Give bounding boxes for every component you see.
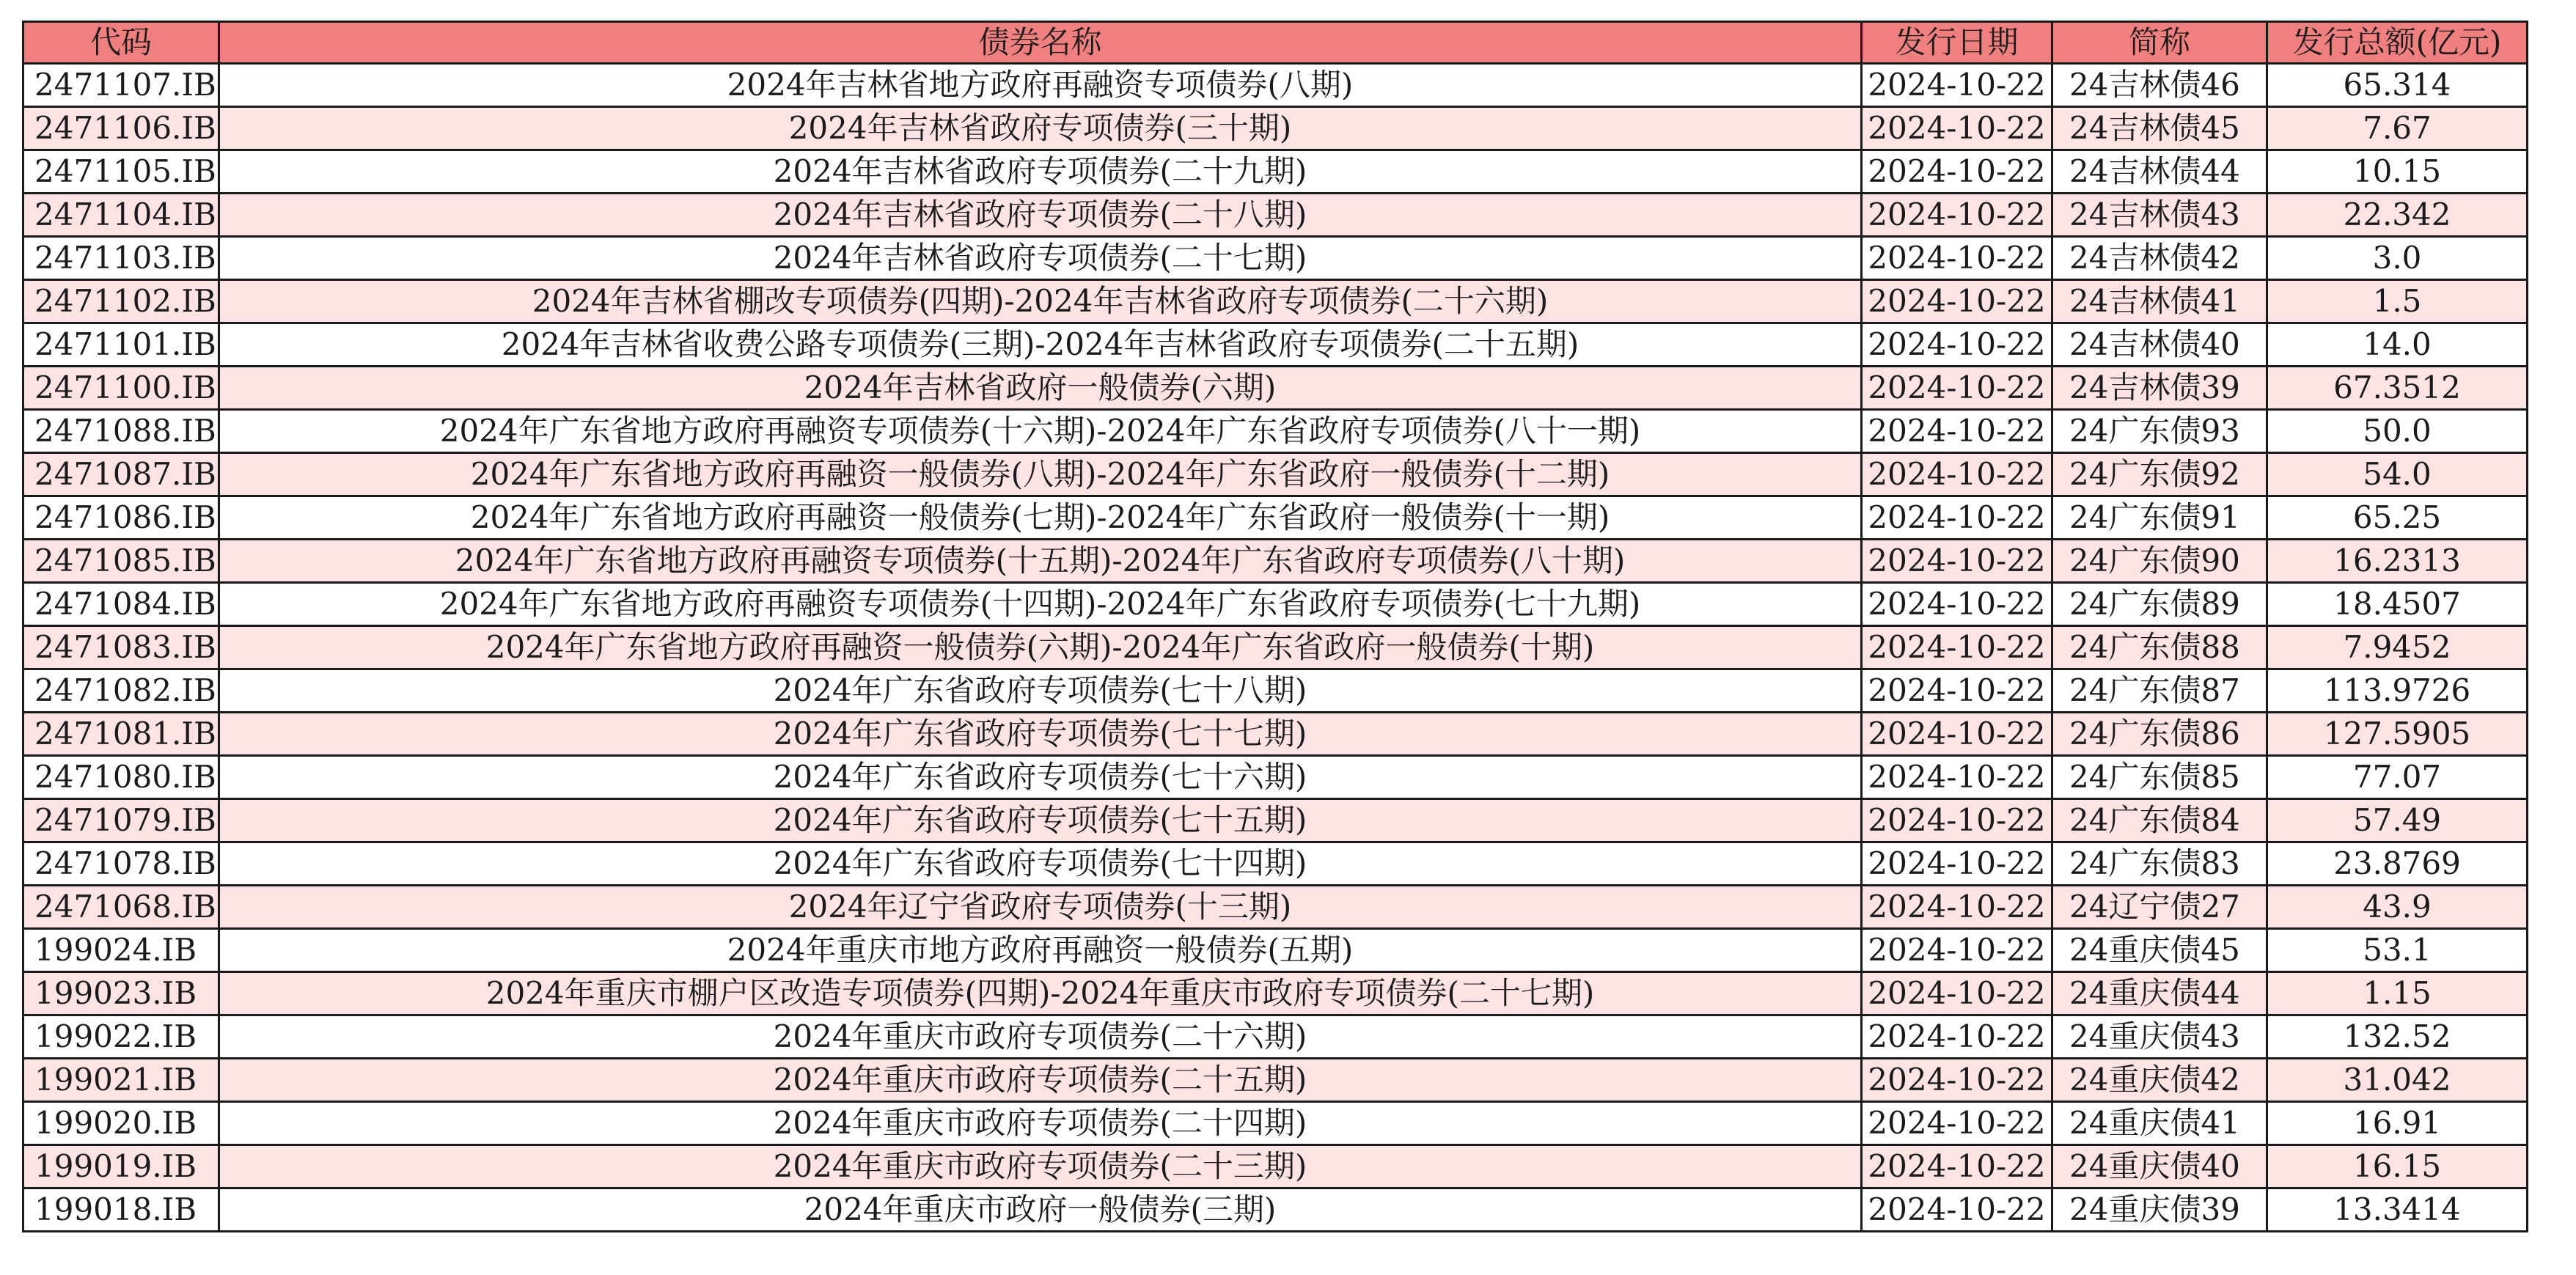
bond-issuance-table: [22, 21, 2528, 1232]
cell-issue-date: 2024-10-22: [1862, 756, 2052, 799]
cell-bond-name: 2024年广东省政府专项债券(七十六期): [219, 756, 1862, 799]
table-row: [23, 367, 2528, 410]
cell-code: 2471087.IB: [23, 453, 219, 496]
cell-issue-amount: 13.3414: [2267, 1188, 2528, 1232]
cell-code: 2471078.IB: [23, 842, 219, 886]
cell-bond-name: 2024年重庆市地方政府再融资一般债券(五期): [219, 929, 1862, 972]
cell-issue-date: 2024-10-22: [1862, 367, 2052, 410]
cell-code: 2471107.IB: [23, 64, 219, 107]
cell-code: 2471102.IB: [23, 280, 219, 323]
cell-issue-date: 2024-10-22: [1862, 972, 2052, 1015]
cell-code: 199021.IB: [23, 1059, 219, 1102]
cell-short-name: 24重庆债45: [2052, 929, 2267, 972]
cell-issue-amount: 67.3512: [2267, 367, 2528, 410]
cell-issue-amount: 77.07: [2267, 756, 2528, 799]
table-row: [23, 756, 2528, 799]
cell-issue-date: 2024-10-22: [1862, 453, 2052, 496]
cell-bond-name: 2024年广东省政府专项债券(七十四期): [219, 842, 1862, 886]
header-amount: 发行总额(亿元): [2267, 22, 2528, 64]
cell-issue-date: 2024-10-22: [1862, 280, 2052, 323]
table-row: [23, 194, 2528, 237]
cell-issue-amount: 18.4507: [2267, 583, 2528, 626]
cell-code: 2471100.IB: [23, 367, 219, 410]
cell-code: 199020.IB: [23, 1102, 219, 1145]
cell-issue-date: 2024-10-22: [1862, 886, 2052, 929]
cell-issue-date: 2024-10-22: [1862, 150, 2052, 194]
cell-bond-name: 2024年广东省地方政府再融资一般债券(七期)-2024年广东省政府一般债券(十一期): [219, 496, 1862, 540]
cell-short-name: 24广东债85: [2052, 756, 2267, 799]
cell-issue-date: 2024-10-22: [1862, 1188, 2052, 1232]
table-row: [23, 1015, 2528, 1059]
cell-issue-amount: 7.9452: [2267, 626, 2528, 669]
cell-issue-amount: 54.0: [2267, 453, 2528, 496]
table-row: [23, 453, 2528, 496]
cell-bond-name: 2024年广东省政府专项债券(七十五期): [219, 799, 1862, 842]
cell-bond-name: 2024年广东省地方政府再融资一般债券(六期)-2024年广东省政府一般债券(十期): [219, 626, 1862, 669]
cell-issue-date: 2024-10-22: [1862, 64, 2052, 107]
cell-bond-name: 2024年重庆市政府一般债券(三期): [219, 1188, 1862, 1232]
cell-issue-amount: 1.5: [2267, 280, 2528, 323]
cell-bond-name: 2024年吉林省地方政府再融资专项债券(八期): [219, 64, 1862, 107]
table-row: [23, 150, 2528, 194]
cell-issue-date: 2024-10-22: [1862, 1059, 2052, 1102]
cell-code: 2471086.IB: [23, 496, 219, 540]
cell-issue-date: 2024-10-22: [1862, 1102, 2052, 1145]
cell-issue-date: 2024-10-22: [1862, 713, 2052, 756]
table-row: [23, 1059, 2528, 1102]
cell-bond-name: 2024年吉林省政府专项债券(二十七期): [219, 237, 1862, 280]
table-row: [23, 1188, 2528, 1232]
cell-code: 2471101.IB: [23, 323, 219, 367]
cell-issue-amount: 43.9: [2267, 886, 2528, 929]
cell-code: 199023.IB: [23, 972, 219, 1015]
cell-code: 2471082.IB: [23, 669, 219, 713]
cell-bond-name: 2024年吉林省收费公路专项债券(三期)-2024年吉林省政府专项债券(二十五期): [219, 323, 1862, 367]
cell-issue-amount: 16.15: [2267, 1145, 2528, 1188]
cell-short-name: 24吉林债44: [2052, 150, 2267, 194]
cell-short-name: 24广东债87: [2052, 669, 2267, 713]
cell-bond-name: 2024年吉林省政府专项债券(二十八期): [219, 194, 1862, 237]
table-row: [23, 1102, 2528, 1145]
table-row: [23, 886, 2528, 929]
cell-issue-date: 2024-10-22: [1862, 107, 2052, 150]
table-row: [23, 107, 2528, 150]
cell-short-name: 24吉林债43: [2052, 194, 2267, 237]
cell-issue-amount: 57.49: [2267, 799, 2528, 842]
cell-short-name: 24广东债92: [2052, 453, 2267, 496]
cell-bond-name: 2024年广东省地方政府再融资专项债券(十四期)-2024年广东省政府专项债券(七十九期): [219, 583, 1862, 626]
cell-bond-name: 2024年广东省地方政府再融资专项债券(十五期)-2024年广东省政府专项债券(八十期): [219, 540, 1862, 583]
cell-issue-date: 2024-10-22: [1862, 1145, 2052, 1188]
cell-code: 2471083.IB: [23, 626, 219, 669]
cell-issue-date: 2024-10-22: [1862, 929, 2052, 972]
cell-short-name: 24广东债88: [2052, 626, 2267, 669]
cell-issue-amount: 10.15: [2267, 150, 2528, 194]
table-body: [23, 64, 2528, 1232]
table-row: [23, 496, 2528, 540]
cell-issue-amount: 16.2313: [2267, 540, 2528, 583]
cell-issue-amount: 65.314: [2267, 64, 2528, 107]
cell-issue-amount: 14.0: [2267, 323, 2528, 367]
cell-short-name: 24吉林债45: [2052, 107, 2267, 150]
cell-short-name: 24重庆债43: [2052, 1015, 2267, 1059]
cell-bond-name: 2024年广东省政府专项债券(七十八期): [219, 669, 1862, 713]
cell-issue-date: 2024-10-22: [1862, 323, 2052, 367]
header-short: 简称: [2052, 22, 2267, 64]
cell-issue-amount: 113.9726: [2267, 669, 2528, 713]
cell-short-name: 24重庆债44: [2052, 972, 2267, 1015]
cell-code: 2471085.IB: [23, 540, 219, 583]
cell-short-name: 24吉林债40: [2052, 323, 2267, 367]
cell-short-name: 24重庆债39: [2052, 1188, 2267, 1232]
cell-bond-name: 2024年重庆市政府专项债券(二十六期): [219, 1015, 1862, 1059]
cell-short-name: 24广东债91: [2052, 496, 2267, 540]
cell-issue-date: 2024-10-22: [1862, 842, 2052, 886]
table-row: [23, 540, 2528, 583]
table-row: [23, 237, 2528, 280]
cell-bond-name: 2024年吉林省政府专项债券(二十九期): [219, 150, 1862, 194]
cell-issue-date: 2024-10-22: [1862, 410, 2052, 453]
cell-short-name: 24吉林债41: [2052, 280, 2267, 323]
cell-code: 2471081.IB: [23, 713, 219, 756]
table-row: [23, 972, 2528, 1015]
bond-table-container: [22, 21, 2526, 1232]
cell-issue-date: 2024-10-22: [1862, 583, 2052, 626]
cell-issue-date: 2024-10-22: [1862, 496, 2052, 540]
cell-short-name: 24吉林债46: [2052, 64, 2267, 107]
cell-short-name: 24广东债84: [2052, 799, 2267, 842]
cell-issue-amount: 23.8769: [2267, 842, 2528, 886]
cell-code: 2471084.IB: [23, 583, 219, 626]
header-code: 代码: [23, 22, 219, 64]
cell-short-name: 24吉林债42: [2052, 237, 2267, 280]
cell-issue-date: 2024-10-22: [1862, 626, 2052, 669]
header-date: 发行日期: [1862, 22, 2052, 64]
cell-bond-name: 2024年重庆市政府专项债券(二十五期): [219, 1059, 1862, 1102]
cell-issue-amount: 16.91: [2267, 1102, 2528, 1145]
table-header: [23, 22, 2528, 64]
cell-bond-name: 2024年辽宁省政府专项债券(十三期): [219, 886, 1862, 929]
table-row: [23, 583, 2528, 626]
table-row: [23, 64, 2528, 107]
table-row: [23, 626, 2528, 669]
cell-code: 2471106.IB: [23, 107, 219, 150]
cell-issue-date: 2024-10-22: [1862, 540, 2052, 583]
cell-bond-name: 2024年吉林省政府专项债券(三十期): [219, 107, 1862, 150]
cell-issue-date: 2024-10-22: [1862, 799, 2052, 842]
table-row: [23, 713, 2528, 756]
cell-short-name: 24广东债89: [2052, 583, 2267, 626]
cell-bond-name: 2024年重庆市政府专项债券(二十三期): [219, 1145, 1862, 1188]
cell-code: 2471079.IB: [23, 799, 219, 842]
cell-issue-date: 2024-10-22: [1862, 194, 2052, 237]
cell-issue-amount: 127.5905: [2267, 713, 2528, 756]
cell-issue-amount: 3.0: [2267, 237, 2528, 280]
cell-bond-name: 2024年广东省地方政府再融资一般债券(八期)-2024年广东省政府一般债券(十二期): [219, 453, 1862, 496]
cell-issue-date: 2024-10-22: [1862, 1015, 2052, 1059]
table-row: [23, 1145, 2528, 1188]
cell-issue-amount: 22.342: [2267, 194, 2528, 237]
cell-short-name: 24重庆债40: [2052, 1145, 2267, 1188]
cell-issue-amount: 31.042: [2267, 1059, 2528, 1102]
table-row: [23, 842, 2528, 886]
table-row: [23, 323, 2528, 367]
table-row: [23, 929, 2528, 972]
cell-code: 199018.IB: [23, 1188, 219, 1232]
cell-code: 199019.IB: [23, 1145, 219, 1188]
cell-issue-amount: 53.1: [2267, 929, 2528, 972]
cell-code: 2471068.IB: [23, 886, 219, 929]
cell-issue-amount: 1.15: [2267, 972, 2528, 1015]
cell-short-name: 24广东债93: [2052, 410, 2267, 453]
table-row: [23, 669, 2528, 713]
cell-short-name: 24重庆债41: [2052, 1102, 2267, 1145]
cell-short-name: 24广东债83: [2052, 842, 2267, 886]
cell-code: 2471104.IB: [23, 194, 219, 237]
cell-bond-name: 2024年吉林省政府一般债券(六期): [219, 367, 1862, 410]
cell-code: 199022.IB: [23, 1015, 219, 1059]
table-row: [23, 410, 2528, 453]
cell-issue-amount: 65.25: [2267, 496, 2528, 540]
cell-issue-date: 2024-10-22: [1862, 669, 2052, 713]
cell-bond-name: 2024年广东省政府专项债券(七十七期): [219, 713, 1862, 756]
cell-short-name: 24吉林债39: [2052, 367, 2267, 410]
cell-issue-amount: 50.0: [2267, 410, 2528, 453]
cell-code: 2471088.IB: [23, 410, 219, 453]
cell-code: 2471105.IB: [23, 150, 219, 194]
cell-short-name: 24广东债86: [2052, 713, 2267, 756]
table-row: [23, 799, 2528, 842]
cell-bond-name: 2024年吉林省棚改专项债券(四期)-2024年吉林省政府专项债券(二十六期): [219, 280, 1862, 323]
cell-bond-name: 2024年重庆市棚户区改造专项债券(四期)-2024年重庆市政府专项债券(二十七期): [219, 972, 1862, 1015]
cell-code: 2471080.IB: [23, 756, 219, 799]
header-name: 债券名称: [219, 22, 1862, 64]
cell-bond-name: 2024年广东省地方政府再融资专项债券(十六期)-2024年广东省政府专项债券(八十一期): [219, 410, 1862, 453]
cell-short-name: 24辽宁债27: [2052, 886, 2267, 929]
header-row: [23, 22, 2528, 64]
cell-issue-amount: 7.67: [2267, 107, 2528, 150]
cell-bond-name: 2024年重庆市政府专项债券(二十四期): [219, 1102, 1862, 1145]
cell-issue-amount: 132.52: [2267, 1015, 2528, 1059]
cell-code: 2471103.IB: [23, 237, 219, 280]
cell-issue-date: 2024-10-22: [1862, 237, 2052, 280]
cell-short-name: 24重庆债42: [2052, 1059, 2267, 1102]
cell-code: 199024.IB: [23, 929, 219, 972]
table-row: [23, 280, 2528, 323]
cell-short-name: 24广东债90: [2052, 540, 2267, 583]
